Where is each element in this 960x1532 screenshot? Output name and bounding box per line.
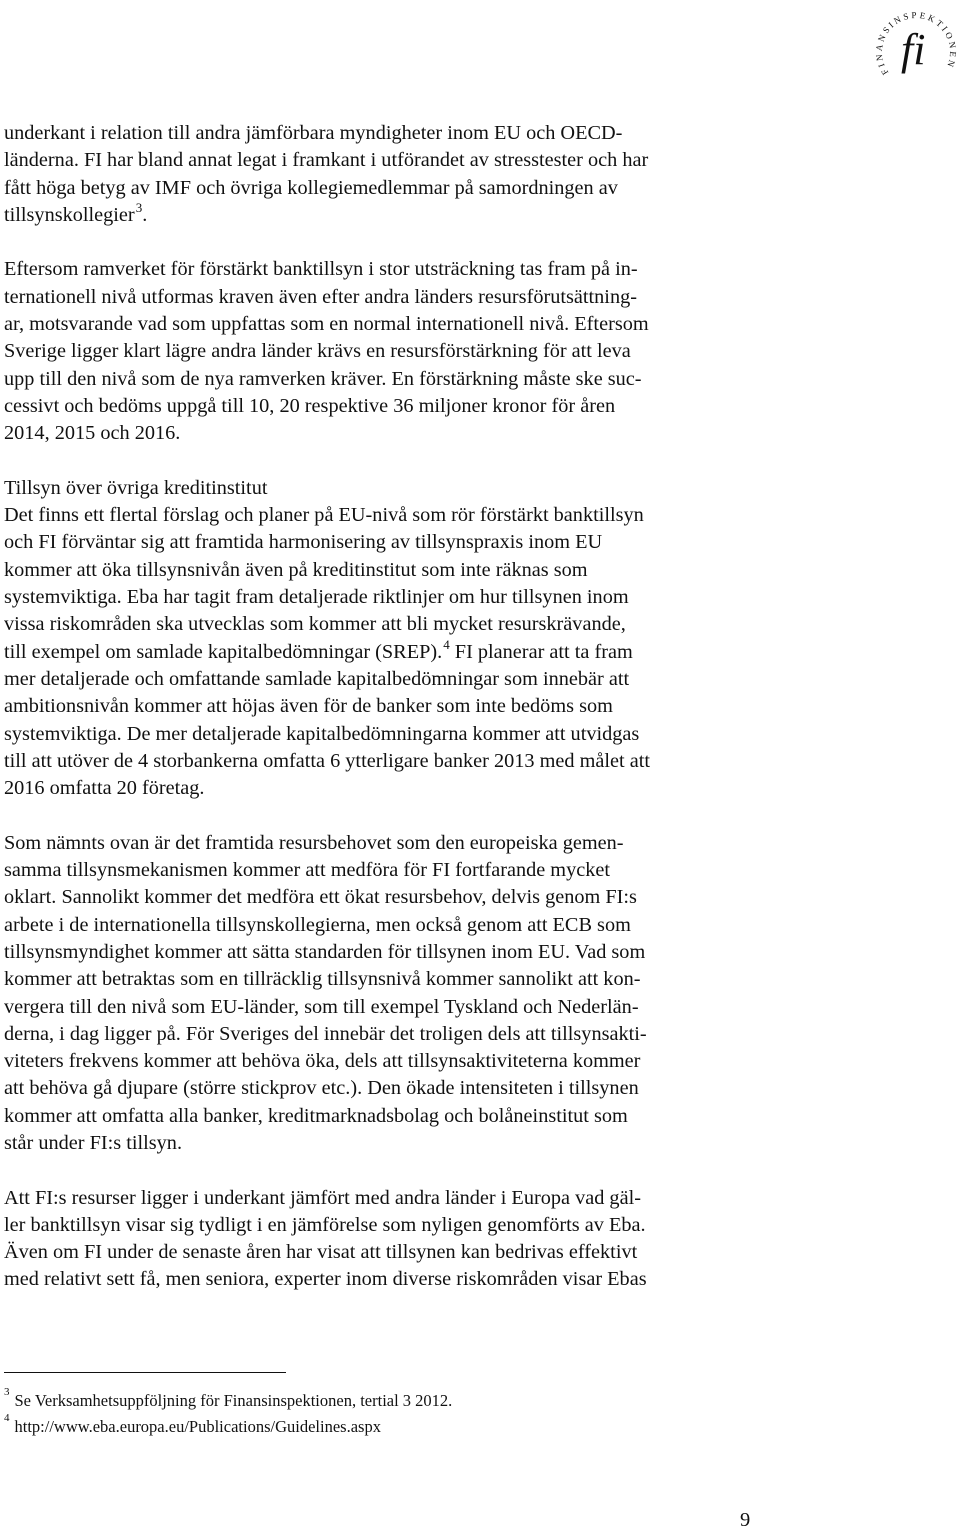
text-line: Som nämnts ovan är det framtida resursbehovet som den europeiska gemen-: [4, 831, 624, 854]
text-line: kommer att öka tillsynsnivån även på kreditinstitut som inte räknas som: [4, 558, 588, 581]
logo-letters: FINANSINSPEKTIONEN: [873, 10, 959, 77]
text-fragment: .: [142, 203, 148, 226]
text-line: ler banktillsyn visar sig tydligt i en jämförelse som nyligen genomförts av Eba.: [4, 1213, 646, 1236]
text-line: vergera till den nivå som EU-länder, som till exempel Tyskland och Nederlän-: [4, 995, 639, 1018]
text-fragment: till exempel om samlade kapitalbedömningar (SREP).: [4, 640, 443, 663]
paragraph-1: [4, 120, 756, 229]
text-line: oklart. Sannolikt kommer det medföra ett ökat resursbehov, delvis genom FI:s: [4, 886, 637, 909]
text-line: derna, i dag ligger på. För Sveriges del innebär det troligen dels att tillsynsakti-: [4, 1022, 647, 1045]
text-line: mer detaljerade och omfattande samlade kapitalbedömningar som innebär att: [4, 667, 630, 690]
text-line: Sverige ligger klart lägre andra länder krävs en resursförstärkning för att leva: [4, 340, 631, 363]
page-number: 9: [740, 1509, 751, 1531]
text-line: till att utöver de 4 storbankerna omfatta 6 ytterligare banker 2013 med målet att: [4, 749, 650, 772]
text-line: står under FI:s tillsyn.: [4, 1131, 183, 1154]
text-line: cessivt och bedöms uppgå till 10, 20 respektive 36 miljoner kronor för åren: [4, 394, 616, 417]
text-line: ambitionsnivån kommer att höjas även för de banker som inte bedöms som: [4, 695, 613, 718]
text-line: arbete i de internationella tillsynskollegierna, men också genom att ECB som: [4, 913, 631, 936]
footnote-text: Se Verksamhetsuppföljning för Finansinspektionen, tertial 3 2012.: [14, 1391, 453, 1410]
text-line: tillsynsmyndighet kommer att sätta standarden för tillsynen inom EU. Vad som: [4, 940, 646, 963]
text-line: upp till den nivå som de nya ramverken kräver. En förstärkning måste ske suc-: [4, 367, 642, 390]
text-line: med relativt sett få, men seniora, experter inom diverse riskområden visar Ebas: [4, 1268, 647, 1291]
text-line: Eftersom ramverket för förstärkt banktillsyn i stor utsträckning tas fram på in-: [4, 258, 638, 281]
finansinspektionen-logo: [872, 0, 960, 88]
text-line: Även om FI under de senaste åren har visat att tillsynen kan bedrivas effektivt: [4, 1241, 638, 1264]
text-line: kommer att betraktas som en tillräcklig tillsynsnivå kommer sannolikt att kon-: [4, 968, 641, 991]
text-fragment: FI planerar att ta fram: [449, 640, 633, 663]
text-line: samma tillsynsmekanismen kommer att medföra för FI fortfarande mycket: [4, 859, 611, 882]
footnote-ref-4: 4: [443, 636, 450, 652]
text-line: 2014, 2015 och 2016.: [4, 422, 181, 445]
paragraph-5: [4, 1185, 756, 1294]
text-line: Att FI:s resurser ligger i underkant jämfört med andra länder i Europa vad gäl-: [4, 1186, 641, 1209]
text-line: och FI förväntar sig att framtida harmonisering av tillsynspraxis inom EU: [4, 531, 603, 554]
paragraph-3: [4, 475, 756, 803]
footnote-link[interactable]: http://www.eba.europa.eu/Publications/Guidelines.aspx: [14, 1417, 381, 1436]
logo-mark: fi: [901, 25, 926, 74]
text-line: ar, motsvarande vad som uppfattas som en normal internationell nivå. Eftersom: [4, 313, 649, 336]
text-line: ternationell nivå utformas kraven även efter andra länders resursförutsättning-: [4, 285, 637, 308]
text-line: systemviktiga. Eba har tagit fram detaljerade riktlinjer om hur tillsynen inom: [4, 586, 629, 609]
document-body: [4, 120, 756, 1321]
text-line: att behöva gå djupare (större stickprov etc.). Den ökade intensiteten i tillsynen: [4, 1077, 639, 1100]
text-line: [4, 199, 756, 229]
text-line: [4, 636, 756, 666]
text-line: viteters frekvens kommer att behöva öka, dels att tillsynsaktiviteterna kommer: [4, 1050, 641, 1073]
text-line: underkant i relation till andra jämförbara myndigheter inom EU och OECD-: [4, 122, 623, 144]
paragraph-2: [4, 256, 756, 447]
text-line: kommer att omfatta alla banker, kreditmarknadsbolag och bolåneinstitut som: [4, 1104, 628, 1127]
footnote-number: 3: [4, 1386, 10, 1398]
text-line: fått höga betyg av IMF och övriga kollegiemedlemmar på samordningen av: [4, 176, 618, 199]
footnote-ref-3: 3: [135, 199, 143, 215]
footnote-number: 4: [4, 1412, 10, 1424]
text-line: vissa riskområden ska utvecklas som kommer att bli mycket resurskrävande,: [4, 613, 626, 636]
footnote-divider: [4, 1372, 286, 1373]
footnotes: [4, 1388, 764, 1440]
paragraph-4: [4, 830, 756, 1158]
section-heading: Tillsyn över övriga kreditinstitut: [4, 476, 268, 499]
footnote-4: [4, 1414, 764, 1440]
text-line: systemviktiga. De mer detaljerade kapitalbedömningarna kommer att utvidgas: [4, 722, 640, 745]
text-line: 2016 omfatta 20 företag.: [4, 777, 205, 800]
text-line: länderna. FI har bland annat legat i framkant i utförandet av stresstester och har: [4, 149, 649, 172]
footnote-3: [4, 1388, 764, 1414]
text-line: Det finns ett flertal förslag och planer på EU-nivå som rör förstärkt banktillsyn: [4, 504, 644, 527]
text-fragment: tillsynskollegier: [4, 203, 135, 226]
